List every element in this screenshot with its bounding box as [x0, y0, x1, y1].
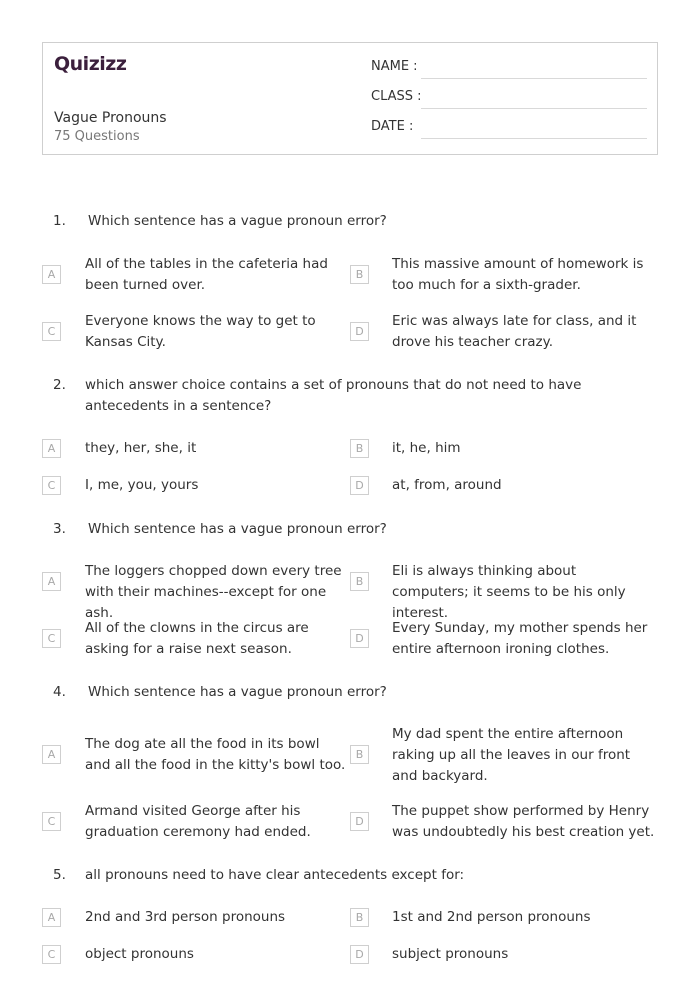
date-line	[421, 138, 647, 139]
option-c-box[interactable]: C	[42, 476, 61, 495]
quizizz-logo: Quizizz	[54, 53, 127, 75]
worksheet-title: Vague Pronouns	[54, 110, 167, 126]
question-count: 75 Questions	[54, 129, 140, 144]
option-c-text: I, me, you, yours	[85, 477, 199, 493]
option-a-text: All of the tables in the cafeteria had been turned over.	[85, 256, 328, 293]
option-d-box[interactable]: D	[350, 629, 369, 648]
question-number: 1.	[53, 213, 66, 229]
option-c-text: object pronouns	[85, 946, 194, 962]
name-line	[421, 78, 647, 79]
option-d-box[interactable]: D	[350, 322, 369, 341]
worksheet-header	[42, 42, 658, 155]
option-d-box[interactable]: D	[350, 812, 369, 831]
question-text: all pronouns need to have clear antecedents except for:	[85, 867, 465, 883]
option-b-box[interactable]: B	[350, 265, 369, 284]
option-d-text: Every Sunday, my mother spends her entire afternoon ironing clothes.	[392, 620, 648, 657]
option-c-box[interactable]: C	[42, 812, 61, 831]
option-b-box[interactable]: B	[350, 572, 369, 591]
option-b-text: it, he, him	[392, 440, 461, 456]
option-a-text: 2nd and 3rd person pronouns	[85, 909, 286, 925]
name-field[interactable]	[371, 59, 647, 79]
option-d-text: Eric was always late for class, and it drove his teacher crazy.	[392, 313, 637, 350]
class-label: CLASS :	[371, 89, 422, 104]
question-number: 4.	[53, 684, 66, 700]
option-a-text: they, her, she, it	[85, 440, 197, 456]
date-field[interactable]	[371, 119, 647, 139]
option-a-box[interactable]: A	[42, 908, 61, 927]
option-a-box[interactable]: A	[42, 572, 61, 591]
class-field[interactable]	[371, 89, 647, 109]
option-b-text: This massive amount of homework is too much for a sixth-grader.	[392, 256, 644, 293]
question-text: Which sentence has a vague pronoun error?	[88, 213, 387, 229]
question-text: Which sentence has a vague pronoun error?	[88, 684, 387, 700]
option-b-box[interactable]: B	[350, 745, 369, 764]
option-c-text: Armand visited George after his graduation ceremony had ended.	[85, 803, 311, 840]
option-d-box[interactable]: D	[350, 476, 369, 495]
option-c-text: Everyone knows the way to get to Kansas City.	[85, 313, 316, 350]
option-a-text: The dog ate all the food in its bowl and all the food in the kitty's bowl too.	[85, 736, 346, 773]
name-label: NAME :	[371, 59, 418, 74]
option-c-text: All of the clowns in the circus are asking for a raise next season.	[85, 620, 309, 657]
question-text: which answer choice contains a set of pronouns that do not need to have antecedents in a sentence?	[85, 377, 582, 414]
option-c-box[interactable]: C	[42, 945, 61, 964]
option-a-box[interactable]: A	[42, 745, 61, 764]
question-text: Which sentence has a vague pronoun error?	[88, 521, 387, 537]
option-b-text: 1st and 2nd person pronouns	[392, 909, 591, 925]
option-b-box[interactable]: B	[350, 439, 369, 458]
option-c-box[interactable]: C	[42, 322, 61, 341]
option-b-text: My dad spent the entire afternoon raking up all the leaves in our front and backyard.	[392, 726, 631, 784]
option-b-text: Eli is always thinking about computers; it seems to be his only interest.	[392, 563, 626, 621]
option-a-box[interactable]: A	[42, 265, 61, 284]
option-a-box[interactable]: A	[42, 439, 61, 458]
question-number: 2.	[53, 377, 66, 393]
date-label: DATE :	[371, 119, 414, 134]
option-d-box[interactable]: D	[350, 945, 369, 964]
option-c-box[interactable]: C	[42, 629, 61, 648]
question-number: 5.	[53, 867, 66, 883]
option-a-text: The loggers chopped down every tree with their machines--except for one ash.	[85, 563, 342, 621]
option-d-text: subject pronouns	[392, 946, 509, 962]
class-line	[421, 108, 647, 109]
option-d-text: at, from, around	[392, 477, 502, 493]
option-b-box[interactable]: B	[350, 908, 369, 927]
option-d-text: The puppet show performed by Henry was undoubtedly his best creation yet.	[392, 803, 655, 840]
question-number: 3.	[53, 521, 66, 537]
